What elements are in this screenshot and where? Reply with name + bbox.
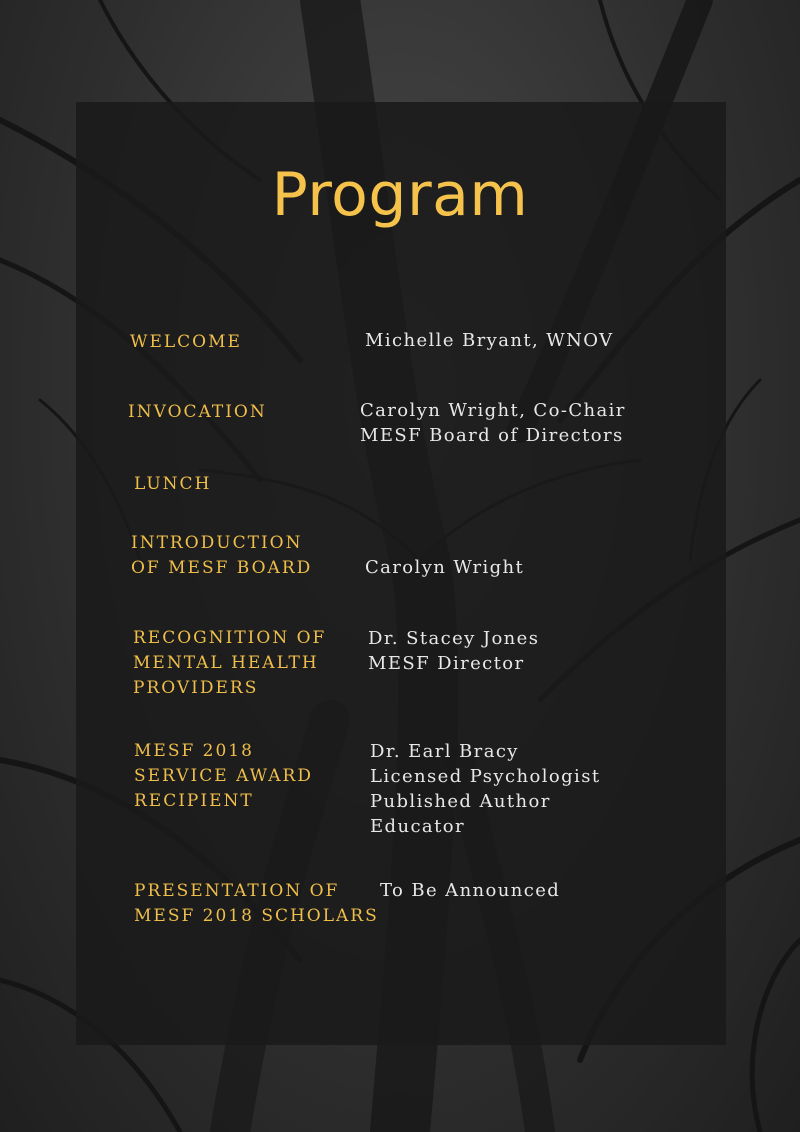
value-line: Published Author	[370, 791, 551, 812]
item-label-invocation	[128, 400, 267, 425]
label-line: PRESENTATION OF	[134, 881, 340, 901]
item-label-lunch	[134, 472, 211, 497]
item-label-scholars	[134, 879, 379, 929]
label-line: INVOCATION	[128, 402, 267, 422]
item-label-welcome	[130, 330, 242, 355]
value-line: Michelle Bryant, WNOV	[365, 330, 614, 351]
item-value-introduction	[365, 555, 524, 580]
value-line: Carolyn Wright	[365, 557, 525, 578]
item-label-recognition	[133, 626, 326, 701]
value-line: To Be Announced	[380, 880, 561, 901]
item-value-service-award	[370, 739, 600, 839]
value-line: Dr. Earl Bracy	[370, 741, 519, 762]
label-line: WELCOME	[130, 332, 242, 352]
item-value-recognition	[368, 626, 539, 676]
label-line: MESF 2018	[134, 741, 254, 761]
label-line: RECIPIENT	[134, 791, 254, 811]
item-label-service-award	[134, 739, 313, 814]
item-label-introduction	[131, 531, 312, 581]
value-line: Licensed Psychologist	[370, 766, 601, 787]
value-line: Educator	[370, 816, 465, 837]
label-line: MENTAL HEALTH	[133, 653, 319, 673]
value-line: MESF Director	[368, 653, 525, 674]
item-value-invocation	[360, 398, 626, 448]
label-line: SERVICE AWARD	[134, 766, 313, 786]
value-line: Carolyn Wright, Co-Chair	[360, 400, 626, 421]
label-line: INTRODUCTION	[131, 533, 303, 553]
page-title: Program	[271, 160, 529, 230]
value-line: MESF Board of Directors	[360, 425, 624, 446]
value-line: Dr. Stacey Jones	[368, 628, 540, 649]
label-line: MESF 2018 SCHOLARS	[134, 906, 379, 926]
label-line: RECOGNITION OF	[133, 628, 327, 648]
label-line: OF MESF BOARD	[131, 558, 313, 578]
label-line: LUNCH	[134, 474, 212, 494]
label-line: PROVIDERS	[133, 678, 259, 698]
item-value-scholars	[380, 878, 560, 903]
item-value-welcome	[365, 328, 614, 353]
